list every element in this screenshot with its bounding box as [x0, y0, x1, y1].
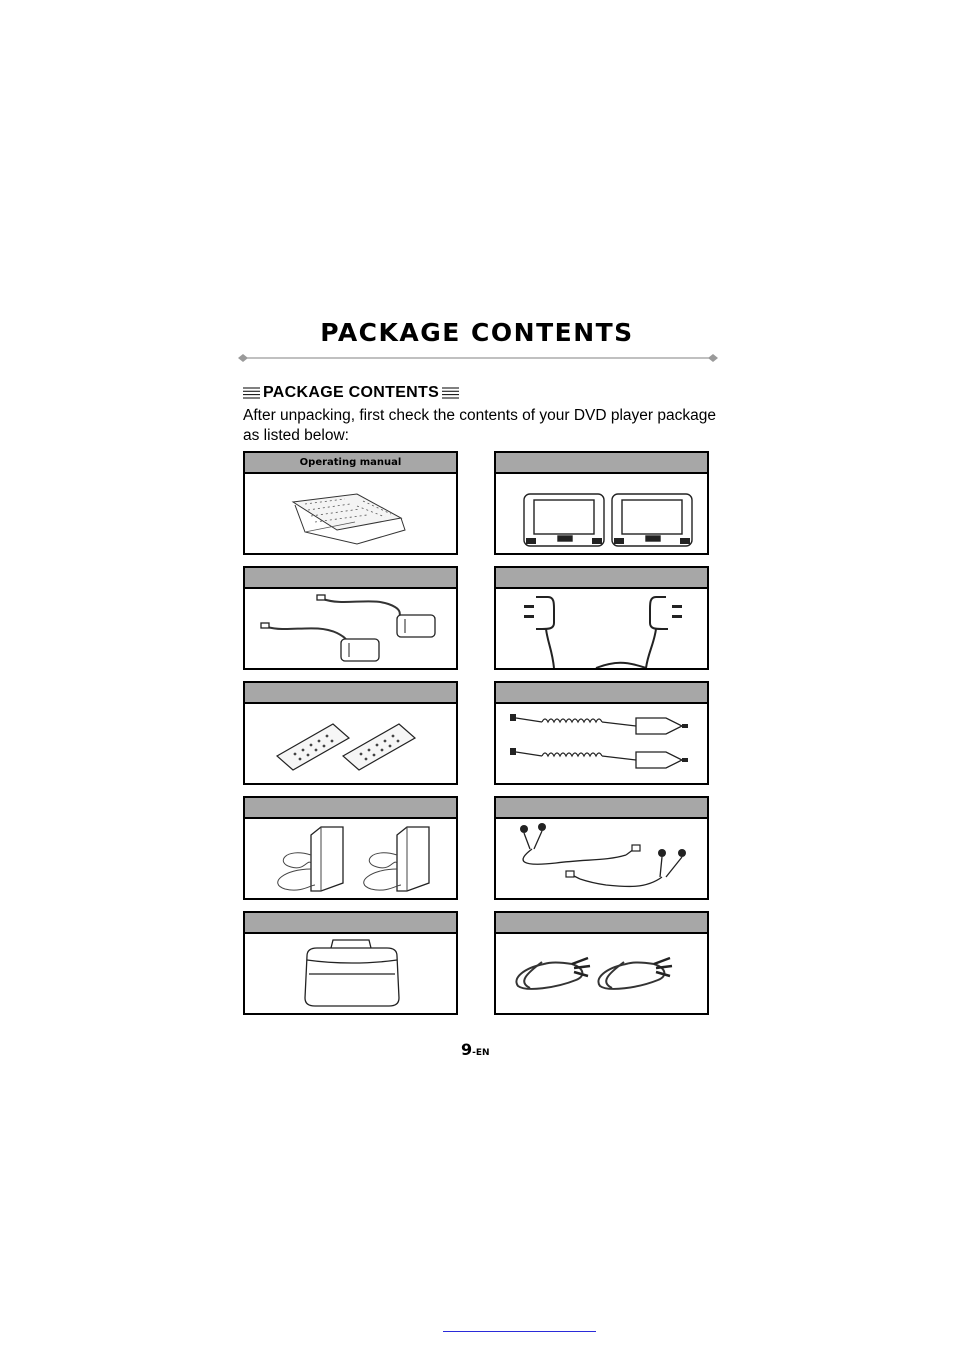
splitter-cable-icon	[496, 589, 707, 668]
item-box-av-cables	[494, 911, 709, 1015]
item-box-manual	[243, 451, 458, 555]
item-label	[496, 798, 707, 819]
earphones-icon	[496, 819, 707, 898]
item-box-remotes	[243, 681, 458, 785]
item-label	[245, 568, 456, 589]
ac-adapters-icon	[245, 589, 456, 668]
page-number-suffix: -EN	[472, 1048, 490, 1058]
car-adapters-icon	[496, 704, 707, 783]
item-box-earphones	[494, 796, 709, 900]
item-label	[496, 453, 707, 474]
item-label	[496, 568, 707, 589]
item-label	[245, 683, 456, 704]
page-title: PACKAGE CONTENTS	[320, 318, 634, 347]
item-label	[496, 683, 707, 704]
page-number	[461, 1040, 490, 1059]
item-box-car-adapters	[494, 681, 709, 785]
carry-bag-icon	[245, 934, 456, 1013]
item-box-splitter	[494, 566, 709, 670]
section-heading	[243, 383, 459, 403]
mounting-bags-icon	[245, 819, 456, 898]
heading-lines-icon	[243, 387, 260, 399]
item-box-monitors	[494, 451, 709, 555]
item-box-carry-bag	[243, 911, 458, 1015]
item-label: Operating manual	[245, 453, 456, 474]
item-box-mount-bags	[243, 796, 458, 900]
item-label	[496, 913, 707, 934]
item-label	[245, 913, 456, 934]
av-cables-icon	[496, 934, 707, 1013]
item-label	[245, 798, 456, 819]
heading-lines-icon	[442, 387, 459, 399]
title-divider	[238, 352, 718, 364]
footer-link-underline[interactable]	[443, 1331, 596, 1332]
intro-text: After unpacking, first check the contents of your DVD player package as listed below:	[243, 407, 716, 444]
dvd-player-monitors-icon	[496, 474, 707, 553]
item-box-ac-adapters	[243, 566, 458, 670]
manual-icon	[245, 474, 456, 553]
page-number-value: 9	[461, 1040, 473, 1059]
remote-controls-icon	[245, 704, 456, 783]
section-heading-text: PACKAGE CONTENTS	[263, 384, 440, 401]
